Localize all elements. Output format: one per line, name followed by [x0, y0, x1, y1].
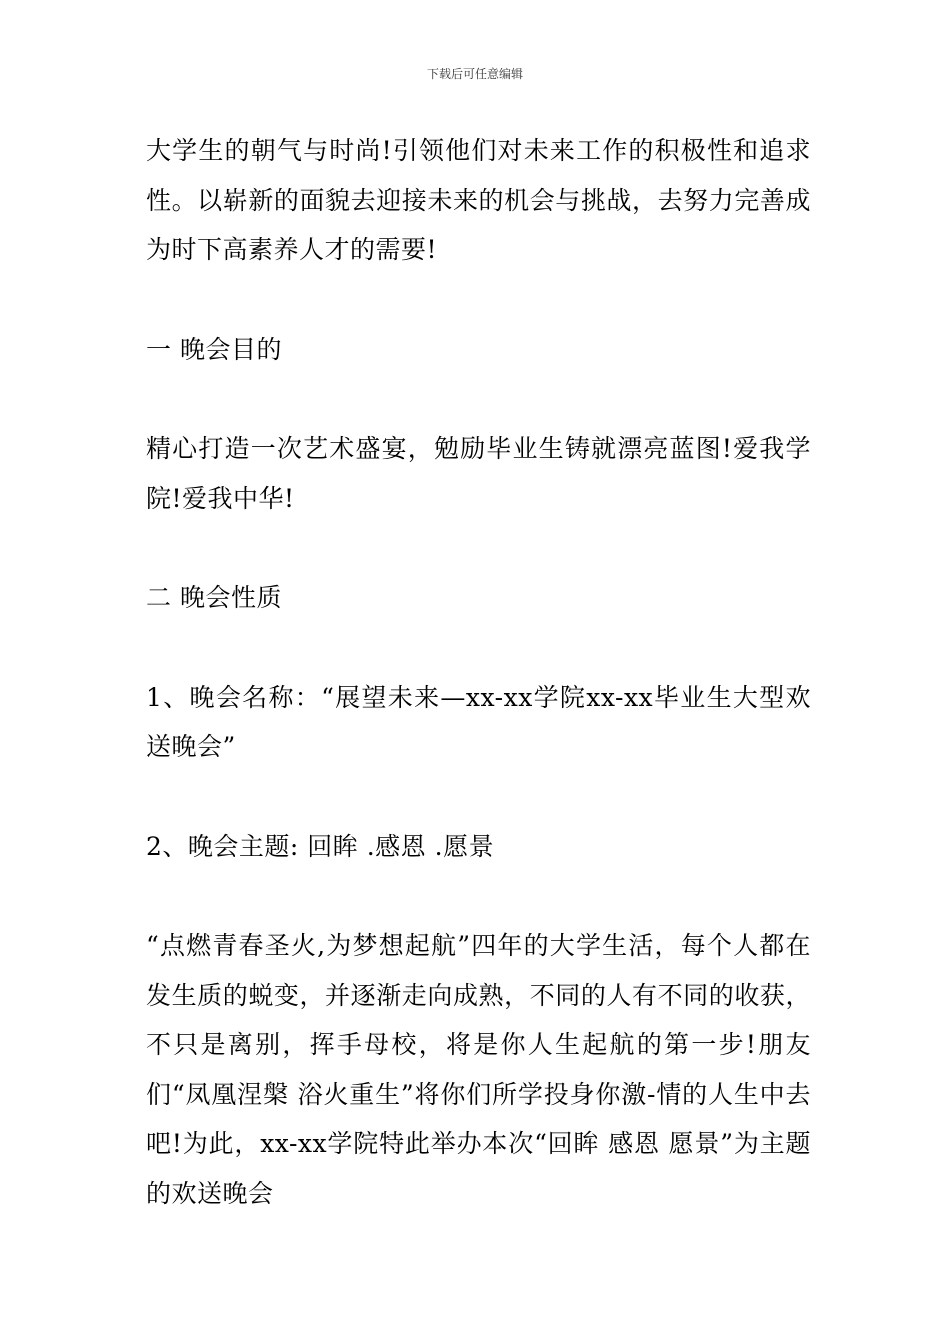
spacer	[146, 871, 811, 921]
page-header: 下载后可任意编辑	[426, 67, 523, 81]
document-body	[146, 126, 811, 1218]
section-heading-nature: 二 晚会性质	[146, 583, 282, 612]
intro-paragraph: 大学生的朝气与时尚!引领他们对未来工作的积极性和追求性。以崭新的面貌去迎接未来的机会与挑战，去努力完善成为时下高素养人才的需要!	[146, 136, 811, 264]
closing-paragraph: “点燃青春圣火,为梦想起航”四年的大学生活，每个人都在发生质的蜕变，并逐渐走向成熟，不同的人有不同的收获，不只是离别，挥手母校，将是你人生起航的第一步!朋友们“凤凰涅槃 浴火重生”将你们所学投身你激-情的人生中去吧!为此，xx-xx学院特此举办本次“回眸 感恩 愿景”为主题的欢送晚会	[146, 931, 811, 1208]
spacer	[146, 772, 811, 822]
spacer	[146, 523, 811, 573]
spacer	[146, 275, 811, 325]
section-heading-purpose: 一 晚会目的	[146, 334, 282, 364]
list-item-event-theme: 2、晚会主题: 回眸 .感恩 .愿景	[146, 831, 495, 861]
list-item-event-name: 1、晚会名称：“展望未来—xx-xx学院xx-xx毕业生大型欢送晚会”	[146, 682, 811, 761]
purpose-paragraph: 精心打造一次艺术盛宴，勉励毕业生铸就漂亮蓝图!爱我学院!爱我中华!	[146, 434, 811, 513]
spacer	[146, 623, 811, 673]
spacer	[146, 374, 811, 424]
